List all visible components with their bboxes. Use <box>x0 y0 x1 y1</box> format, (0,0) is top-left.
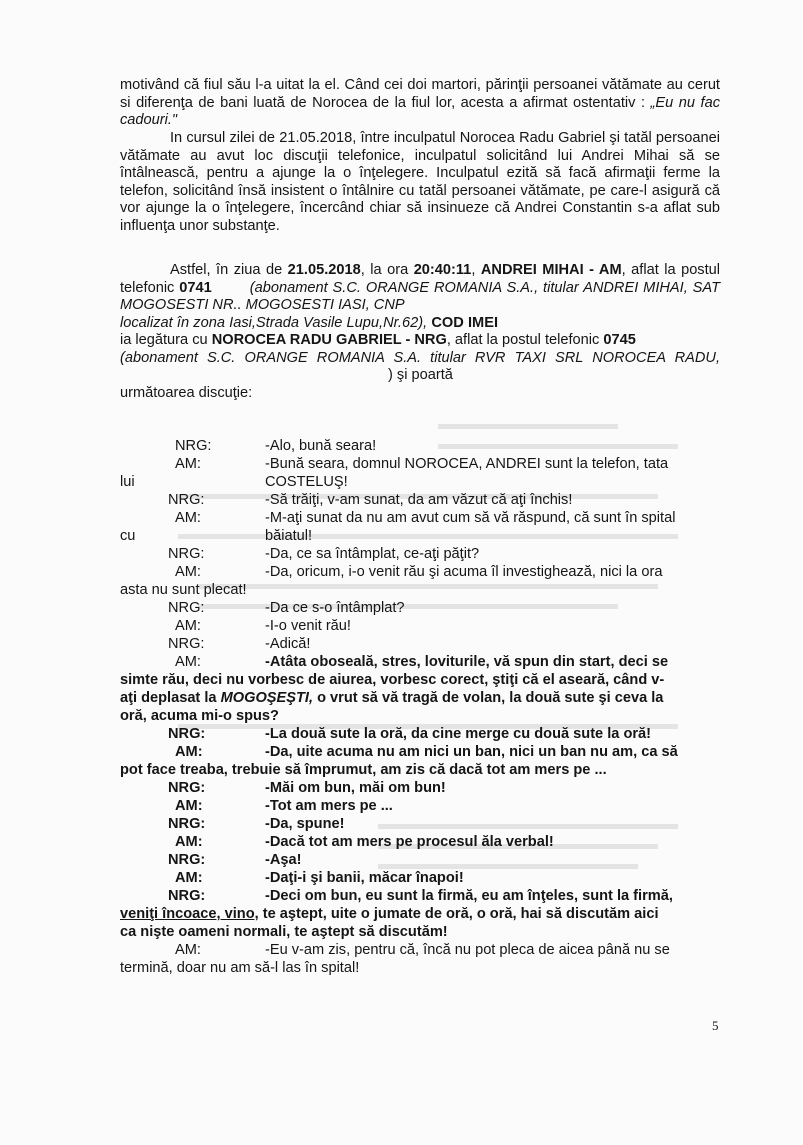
speech-text: -La două sute la oră, da cine merge cu două sute la oră! <box>265 726 652 742</box>
p3-text-8: următoarea discuţie: <box>120 384 253 401</box>
p3-text-1: Astfel, în ziua de <box>170 262 288 278</box>
speech-text: -Tot am mers pe ... <box>265 798 393 814</box>
speaker-label: NRG: <box>168 780 206 796</box>
speech-text: o vrut să vă tragă de volan, la două sute şi ceva la <box>313 690 664 706</box>
p3-text-2: , la ora <box>360 262 414 278</box>
speech-text: -I-o venit rău! <box>265 618 351 634</box>
paragraph-1-text: motivând că fiul său l-a uitat la el. Când cei doi martori, părinţii persoanei vătămate au cerut si diferenţa de bani luată de Norocea de la fiul lor, acesta a afirmat ostentativ : <box>120 77 720 111</box>
speaker-label: AM: <box>175 942 201 958</box>
speech-text: -Aşa! <box>265 852 302 868</box>
speech-text: -Da, ce sa întâmplat, ce-aţi păţit? <box>265 546 480 562</box>
caller-subscription: (abonament S.C. ORANGE ROMANIA S.A., titular ANDREI MIHAI, SAT MOGOSESTI NR.. MOGOSESTI IASI, CNP <box>120 279 720 313</box>
speech-text: -Bună seara, domnul NOROCEA, ANDREI sunt la telefon, tata <box>265 456 669 472</box>
speech-text: -Să trăiţi, v-am sunat, da am văzut că aţi închis! <box>265 492 573 508</box>
speaker-label: NRG: <box>168 816 206 832</box>
speech-text: -Adică! <box>265 636 311 652</box>
speech-text: -Da, uite acuma nu am nici un ban, nici un ban nu am, ca să <box>265 744 678 760</box>
speech-text: pot face treaba, trebuie să împrumut, am zis că dacă tot am mers pe ... <box>120 762 607 778</box>
page-number: 5 <box>712 1018 719 1033</box>
speaker-label: NRG: <box>168 888 206 904</box>
speech-text: termină, doar nu am să-l las în spital! <box>120 960 360 976</box>
speech-text: te aştept, uite o jumate de oră, o oră, hai să discutăm aici <box>258 906 659 922</box>
paragraph-3 <box>120 262 720 402</box>
speech-text: -Alo, bună seara! <box>265 438 377 454</box>
speech-text: aţi deplasat la <box>120 690 221 706</box>
call-time: 20:40:11 <box>413 262 472 278</box>
place-name: MOGOŞEŞTI, <box>220 690 314 706</box>
speaker-label: AM: <box>175 618 201 634</box>
speech-text: -Da, spune! <box>265 816 345 832</box>
speech-text: -M-aţi sunat da nu am avut cum să vă răspund, că sunt în spital <box>265 510 676 526</box>
speaker-label: AM: <box>175 456 201 472</box>
callee-name: NOROCEA RADU GABRIEL - NRG <box>211 332 447 348</box>
speaker-label: AM: <box>175 834 203 850</box>
underlined-speech: veniţi încoace, vino, <box>120 906 259 922</box>
p3-text-7: ) şi poartă <box>388 367 453 383</box>
caller-phone: 0741 <box>179 279 212 296</box>
speech-text: ca nişte oameni normali, te aştept să discutăm! <box>120 924 448 940</box>
speaker-label: NRG: <box>168 546 205 562</box>
call-date: 21.05.2018 <box>287 262 361 278</box>
paragraph-2 <box>120 130 720 235</box>
p3-text-3: , <box>471 262 481 278</box>
paragraph-1 <box>120 77 720 130</box>
speech-text: simte rău, deci nu vorbesc de aiurea, vorbesc corect, ştiţi că el aseară, când v- <box>120 672 665 688</box>
speech-text: -Eu v-am zis, pentru că, încă nu pot pleca de aicea până nu se <box>265 942 670 958</box>
speech-text: băiatul! <box>265 528 313 544</box>
speaker-label: AM: <box>175 564 201 580</box>
speaker-label: NRG: <box>175 438 212 454</box>
speech-text: -Măi om bun, măi om bun! <box>265 780 446 796</box>
speech-text: -Daţi-i şi banii, măcar înapoi! <box>265 870 464 886</box>
callee-subscription: (abonament S.C. ORANGE ROMANIA S.A. titular RVR TAXI SRL NOROCEA RADU, <box>120 349 720 366</box>
speech-text: lui <box>120 474 135 490</box>
p3-text-5: ia legătura cu <box>120 332 212 348</box>
p3-text-6: , aflat la postul telefonic <box>446 332 604 348</box>
speaker-label: NRG: <box>168 636 205 652</box>
caller-location: localizat în zona Iasi,Strada Vasile Lupu,Nr.62), <box>120 314 428 331</box>
speech-text: oră, acuma mi-o spus? <box>120 708 279 724</box>
caller-name: ANDREI MIHAI - AM <box>480 262 622 278</box>
paragraph-2-text: In cursul zilei de 21.05.2018, între inculpatul Norocea Radu Gabriel şi tatăl persoanei vătămate au avut loc discuţii telefonice, inculpatul solicitând lui Andrei Mihai să se întâlnească, pentru a ajunge la o înţelegere. Inculpatul ezită să facă afirmaţii ferme la telefon, solicitând însă insistent o întâlnire cu tatăl persoanei vătămate, pe care-l asigură că vor ajunge la o înţelegere, încercând chiar să insinueze că Andrei Constantin s-a aflat sub influenţa unor substanţe. <box>120 130 720 234</box>
p3-text-4: , aflat la postul telefonic <box>120 262 721 296</box>
speech-text: COSTELUŞ! <box>265 474 348 490</box>
speech-text: -Da, oricum, i-o venit rău şi acuma îl investighează, nici la ora <box>265 564 663 580</box>
speaker-label: NRG: <box>168 852 206 868</box>
callee-phone: 0745 <box>603 332 636 348</box>
speech-text: -Da ce s-o întâmplat? <box>265 600 405 616</box>
speaker-label: NRG: <box>168 726 206 742</box>
speech-text: cu <box>120 528 136 544</box>
speaker-label: NRG: <box>168 600 205 616</box>
speaker-label: AM: <box>175 654 201 670</box>
speaker-label: AM: <box>175 510 201 526</box>
speaker-label: AM: <box>175 870 203 886</box>
imei-label: COD IMEI <box>431 314 498 331</box>
speech-text: asta nu sunt plecat! <box>120 582 247 598</box>
speech-text: -Deci om bun, eu sunt la firmă, eu am înţeles, sunt la firmă, <box>265 888 673 904</box>
speaker-label: AM: <box>175 798 203 814</box>
paragraph-1-quote: „Eu nu fac cadouri." <box>120 94 720 128</box>
speech-text: -Dacă tot am mers pe procesul ăla verbal! <box>265 834 554 850</box>
speaker-label: AM: <box>175 744 203 760</box>
speaker-label: NRG: <box>168 492 205 508</box>
speech-text: -Atâta oboseală, stres, loviturile, vă spun din start, deci se <box>265 654 669 670</box>
